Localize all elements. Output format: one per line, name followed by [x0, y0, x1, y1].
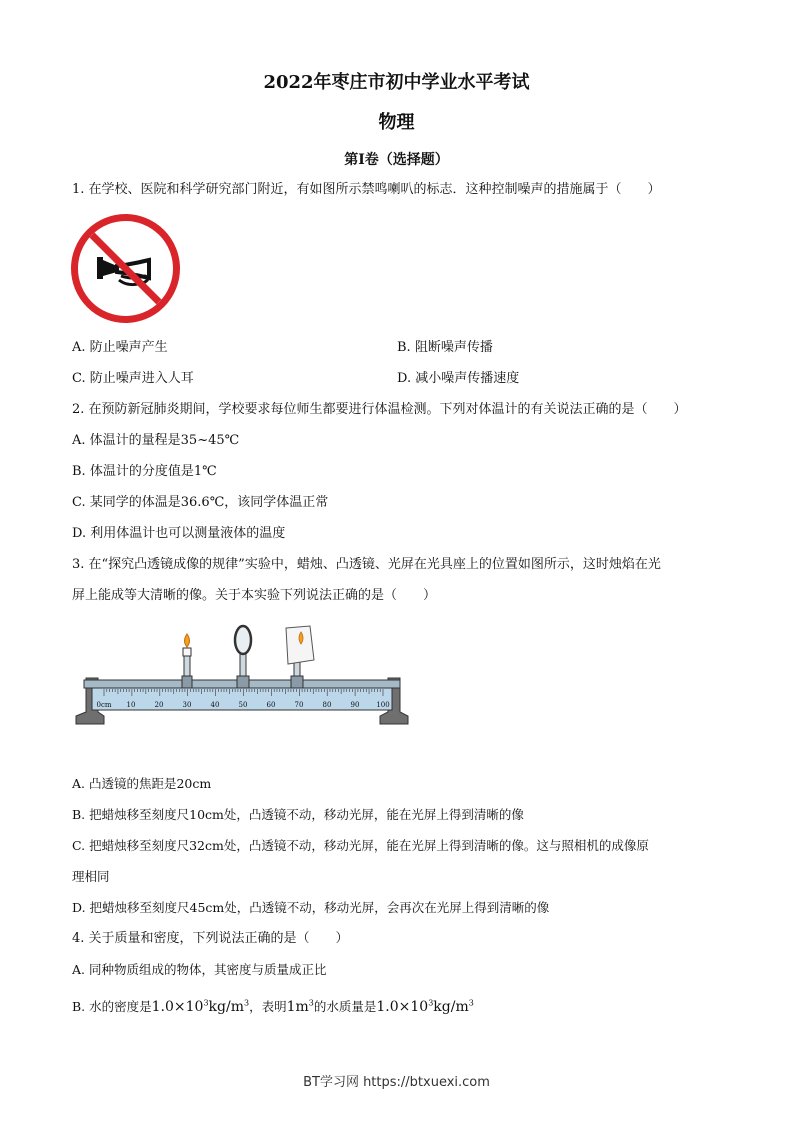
question-1-option-b: B. 阻断噪声传播 [397, 340, 493, 355]
question-1-option-c: C. 防止噪声进入人耳 [72, 371, 194, 386]
question-2-stem: 2. 在预防新冠肺炎期间，学校要求每位师生都要进行体温检测。下列对体温计的有关说法正确的是（ ） [72, 402, 687, 417]
question-2-option-a: A. 体温计的量程是35~45℃ [72, 433, 240, 448]
question-3-option-a: A. 凸透镜的焦距是20cm [72, 776, 212, 791]
question-2-option-b: B. 体温计的分度值是1℃ [72, 464, 217, 479]
ruler-label-50: 50 [238, 701, 248, 709]
ruler-label-80: 80 [322, 701, 332, 709]
ruler-label-10: 10 [126, 701, 136, 709]
question-1-stem: 1. 在学校、医院和科学研究部门附近，有如图所示禁鸣喇叭的标志．这种控制噪声的措施属于（ ） [72, 182, 661, 197]
question-4-option-b [72, 998, 474, 1016]
section-title: 第I卷（选择题） [344, 152, 449, 168]
question-3-option-c-continued: 理相同 [72, 869, 110, 884]
optical-bench-figure [74, 624, 410, 730]
option-b-text-1: B. 水的密度是 [72, 999, 152, 1014]
question-3-option-c: C. 把蜡烛移至刻度尺32cm处，凸透镜不动，移动光屏，能在光屏上得到清晰的像。这与照相机的成像原 [72, 838, 649, 853]
option-b-text-2: ，表明 [249, 999, 287, 1014]
ruler-label-90: 90 [350, 701, 360, 709]
ruler-label-100: 100 [376, 701, 390, 709]
question-3-option-b: B. 把蜡烛移至刻度尺10cm处，凸透镜不动，移动光屏，能在光屏上得到清晰的像 [72, 807, 524, 822]
ruler-label-60: 60 [266, 701, 276, 709]
ruler-label-70: 70 [294, 701, 304, 709]
question-3-stem-line-2: 屏上能成等大清晰的像。关于本实验下列说法正确的是（ ） [72, 588, 437, 603]
question-4-option-a: A. 同种物质组成的物体，其密度与质量成正比 [72, 962, 327, 977]
mass-value: $1.0\times 10^3kg/m^3$ [376, 998, 474, 1015]
subject-title: 物理 [378, 112, 415, 133]
ruler-label-0: 0cm [96, 701, 112, 709]
volume-value: $1m^3$ [286, 998, 314, 1015]
footer-watermark: BT学习网 https://btxuexi.com [303, 1075, 490, 1090]
light-screen [286, 626, 314, 688]
question-3-option-d: D. 把蜡烛移至刻度尺45cm处，凸透镜不动，移动光屏，会再次在光屏上得到清晰的像 [72, 900, 550, 915]
ruler-label-20: 20 [154, 701, 164, 709]
question-3-stem-line-1: 3. 在“探究凸透镜成像的规律”实验中，蜡烛、凸透镜、光屏在光具座上的位置如图所示，这时烛焰在光 [72, 557, 661, 572]
no-horn-sign-icon [71, 214, 180, 323]
ruler-label-30: 30 [182, 701, 192, 709]
question-2-option-c: C. 某同学的体温是36.6℃，该同学体温正常 [72, 495, 329, 510]
density-value: $1.0\times 10^3kg/m^3$ [151, 998, 250, 1015]
exam-title: 2022年枣庄市初中学业水平考试 [263, 72, 530, 93]
ruler-label-40: 40 [210, 701, 220, 709]
question-2-option-d: D. 利用体温计也可以测量液体的温度 [72, 526, 286, 541]
question-4-stem: 4. 关于质量和密度，下列说法正确的是（ ） [72, 931, 349, 946]
question-1-option-a: A. 防止噪声产生 [72, 340, 168, 355]
question-1-option-d: D. 减小噪声传播速度 [397, 371, 520, 386]
option-b-text-3: 的水质量是 [313, 999, 377, 1014]
candle [182, 634, 192, 688]
convex-lens [235, 626, 251, 688]
